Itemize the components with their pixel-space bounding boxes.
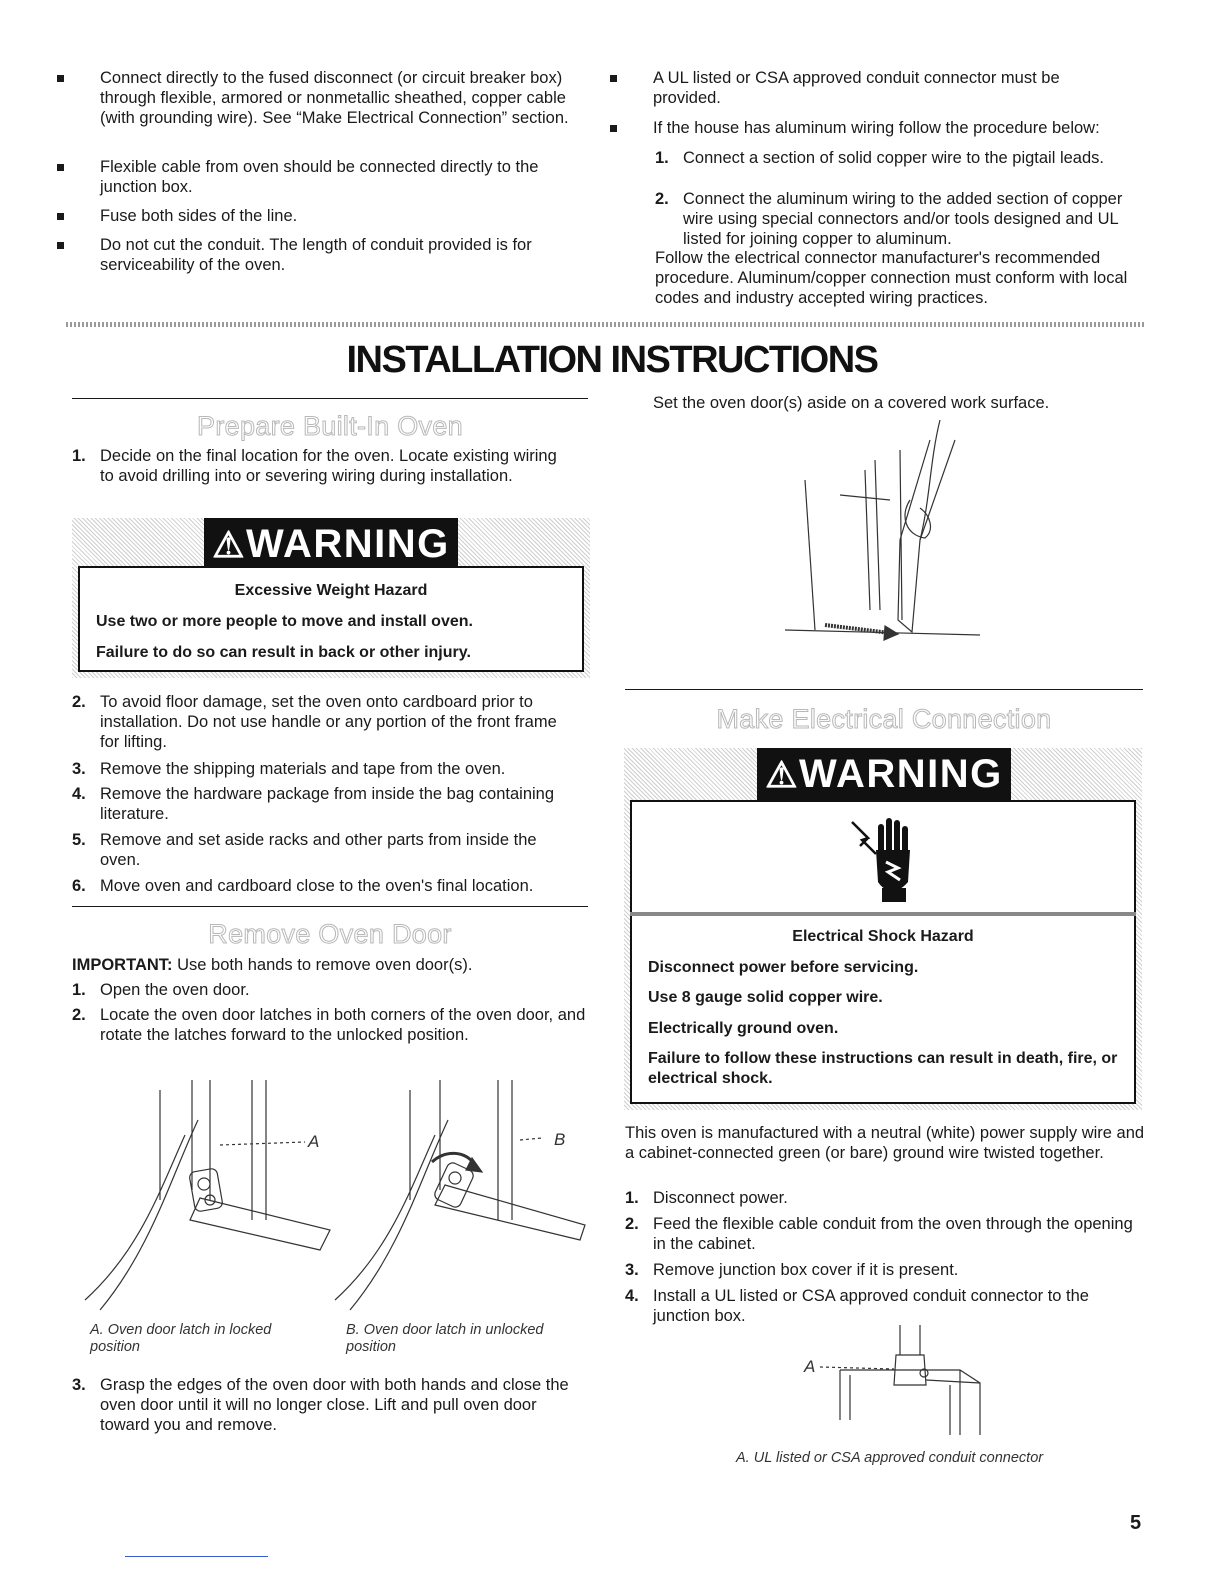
door-aside-text: Set the oven door(s) aside on a covered work surface. [653, 394, 1050, 412]
list-item: Flexible cable from oven should be connected directly to the junction box. [57, 157, 597, 197]
caption-conduit-connector: A. UL listed or CSA approved conduit connector [736, 1450, 1044, 1466]
list-item: 1. Decide on the final location for the oven. Locate existing wiring to avoid drilling into or severing wiring during installation. [72, 447, 557, 485]
bullet-icon [610, 125, 617, 132]
electrical-steps [625, 1188, 1145, 1328]
prepare-steps [72, 692, 588, 897]
list-item: 3. Remove junction box cover if it is present. [625, 1261, 959, 1279]
list-item: 2. To avoid floor damage, set the oven onto cardboard prior to installation. Do not use handle or any portion of the front frame for lifting. [72, 693, 557, 751]
footer-line [125, 1556, 268, 1557]
list-item: Connect directly to the fused disconnect (or circuit breaker box) through flexible, armored or nonmetallic sheathed, copper cable (with grounding wire). See “Make Electrical Connection” section. [57, 68, 597, 128]
electrical-shock-hand-icon [838, 810, 928, 906]
section-divider [66, 322, 1144, 327]
divider [72, 398, 588, 399]
warning-header: ⚠WARNING [757, 748, 1011, 800]
list-item: If the house has aluminum wiring follow the procedure below: [610, 118, 1150, 138]
page-title: INSTALLATION INSTRUCTIONS [346, 339, 878, 381]
list-item: 2. Connect the aluminum wiring to the added section of copper wire using special connectors and/or tools designed and UL listed for joining copper to aluminum. [655, 190, 1123, 248]
electrical-intro: This oven is manufactured with a neutral (white) power supply wire and a cabinet-connected green (or bare) ground wire twisted together. [625, 1124, 1145, 1162]
bullet-icon [57, 242, 64, 249]
list-item: 2. Feed the flexible cable conduit from the oven through the opening in the cabinet. [625, 1215, 1133, 1253]
list-item: 3. Remove the shipping materials and tape from the oven. [72, 760, 506, 778]
figure-label-a: A [804, 1357, 816, 1376]
caption-unlocked: B. Oven door latch in unlocked position [346, 1322, 544, 1355]
list-item: Do not cut the conduit. The length of conduit provided is for serviceability of the oven. [57, 235, 597, 275]
figure-label-a: A [308, 1132, 320, 1151]
list-item: 6. Move oven and cardboard close to the oven's final location. [72, 877, 534, 895]
important-note: IMPORTANT: Use both hands to remove oven door(s). [72, 956, 473, 974]
list-item: 3. Grasp the edges of the oven door with both hands and close the oven door until it will no longer close. Lift and pull oven door toward you and remove. [72, 1376, 569, 1434]
bullet-icon [57, 75, 64, 82]
section-title-electrical: Make Electrical Connection [716, 704, 1052, 734]
list-item: 4. Remove the hardware package from inside the bag containing literature. [72, 785, 555, 823]
divider [625, 689, 1143, 690]
list-item: 4. Install a UL listed or CSA approved conduit connector to the junction box. [625, 1287, 1089, 1325]
list-item: 1. Disconnect power. [625, 1189, 788, 1207]
list-item: 5. Remove and set aside racks and other parts from inside the oven. [72, 831, 537, 869]
door-aside-illustration [780, 420, 1000, 660]
divider [72, 906, 588, 907]
top-right-bullets [610, 68, 1150, 313]
warning-body: Excessive Weight Hazard Use two or more people to move and install oven. Failure to do so can result in back or other injury. [78, 566, 584, 672]
bullet-icon [610, 75, 617, 82]
figure-label-b: B [554, 1130, 566, 1149]
section-title-remove-door: Remove Oven Door [208, 919, 452, 949]
list-item: 1. Connect a section of solid copper wire to the pigtail leads. [655, 149, 1104, 167]
bullet-icon [57, 213, 64, 220]
door-latch-illustration [80, 1080, 590, 1320]
bullet-icon [57, 164, 64, 171]
warning-body: Electrical Shock Hazard Disconnect power before servicing. Use 8 gauge solid copper wire. Electrically ground oven. Failure to follow these instructions can result in death, fire, or electrical shock. [630, 916, 1136, 1104]
page-number: 5 [1130, 1512, 1142, 1534]
warning-triangle-icon: ⚠ [765, 754, 799, 795]
aluminum-note: Follow the electrical connector manufacturer's recommended procedure. Aluminum/copper connection must conform with local codes and industry accepted wiring practices. [655, 249, 1128, 307]
top-left-bullets [57, 68, 597, 288]
junction-box-illustration [820, 1325, 1000, 1440]
list-item: 1. Open the oven door. [72, 981, 250, 999]
list-item: 2. Locate the oven door latches in both corners of the oven door, and rotate the latches forward to the unlocked position. [72, 1006, 586, 1044]
warning-triangle-icon: ⚠ [212, 524, 246, 565]
list-item: A UL listed or CSA approved conduit connector must be provided. [610, 68, 1130, 108]
list-item: Fuse both sides of the line. [57, 206, 597, 226]
caption-locked: A. Oven door latch in locked position [90, 1322, 272, 1355]
section-title-prepare: Prepare Built-In Oven [197, 411, 463, 441]
warning-header: ⚠WARNING [204, 518, 458, 566]
